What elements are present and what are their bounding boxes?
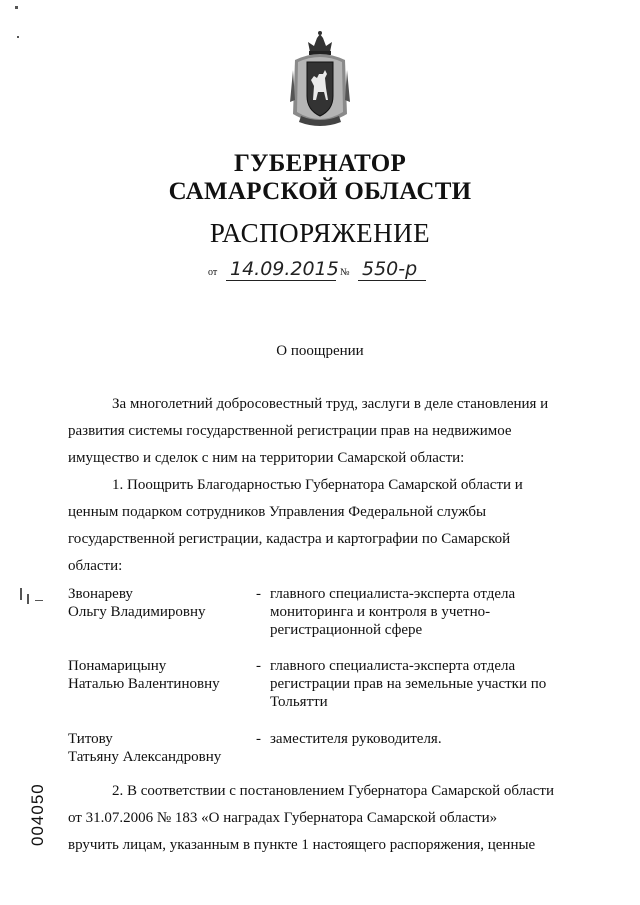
preamble-line-3: имущество и сделок с ним на территории Самарской области: <box>68 450 465 466</box>
scan-speck <box>15 6 18 9</box>
point-2-paragraph <box>68 778 560 859</box>
date-number-line <box>0 257 640 283</box>
person-position: главного специалиста-эксперта отдела регистрации прав на земельные участки по Тольятти <box>270 658 547 710</box>
point-1-line-3: государственной регистрации, кадастра и картографии по Самарской <box>68 531 511 547</box>
person-dash: - <box>256 586 261 602</box>
number-underline <box>358 280 426 281</box>
person-dash: - <box>256 731 261 747</box>
header-line-2: САМАРСКОЙ ОБЛАСТИ <box>168 178 472 205</box>
handwritten-number: 550-р <box>362 258 418 280</box>
header-line-1: ГУБЕРНАТОР <box>233 150 407 177</box>
point-1-line-4: области: <box>68 558 123 574</box>
preamble-line-1: За многолетний добросовестный труд, заслуги в деле становления и <box>112 396 549 412</box>
scan-speck <box>35 600 43 601</box>
number-label: № <box>340 267 350 278</box>
point-2-line-2: от 31.07.2006 № 183 «О наградах Губернатора Самарской области» <box>68 810 498 826</box>
person-position: заместителя руководителя. <box>270 731 442 747</box>
date-underline <box>226 280 336 281</box>
date-from-label: от <box>208 267 218 278</box>
person-name: Титову Татьяну Александровну <box>68 731 222 765</box>
preamble-line-2: развития системы государственной регистрации прав на недвижимое <box>68 423 512 439</box>
samara-coat-of-arms-icon <box>289 30 351 132</box>
scan-speck <box>20 588 22 600</box>
point-1-paragraph <box>68 472 560 580</box>
scan-speck <box>17 36 19 38</box>
person-position: главного специалиста-эксперта отдела мониторинга и контроля в учетно- регистрационной сфере <box>270 586 516 638</box>
side-serial-number: 004050 <box>28 783 47 847</box>
point-2-line-3: вручить лицам, указанным в пункте 1 настоящего распоряжения, ценные <box>68 837 536 853</box>
document-subject: О поощрении <box>276 343 364 359</box>
person-name: Понамарицыну Наталью Валентиновну <box>68 658 220 692</box>
point-2-line-1: 2. В соответствии с постановлением Губернатора Самарской области <box>112 783 555 799</box>
point-1-line-2: ценным подарком сотрудников Управления Федеральной службы <box>68 504 487 520</box>
person-dash: - <box>256 658 261 674</box>
scan-speck <box>27 594 29 604</box>
preamble-paragraph <box>68 391 560 472</box>
document-type: РАСПОРЯЖЕНИЕ <box>209 218 431 248</box>
point-1-line-1: 1. Поощрить Благодарностью Губернатора Самарской области и <box>112 477 523 493</box>
handwritten-date: 14.09.2015 <box>230 258 339 280</box>
person-name: Звонареву Ольгу Владимировну <box>68 586 206 620</box>
